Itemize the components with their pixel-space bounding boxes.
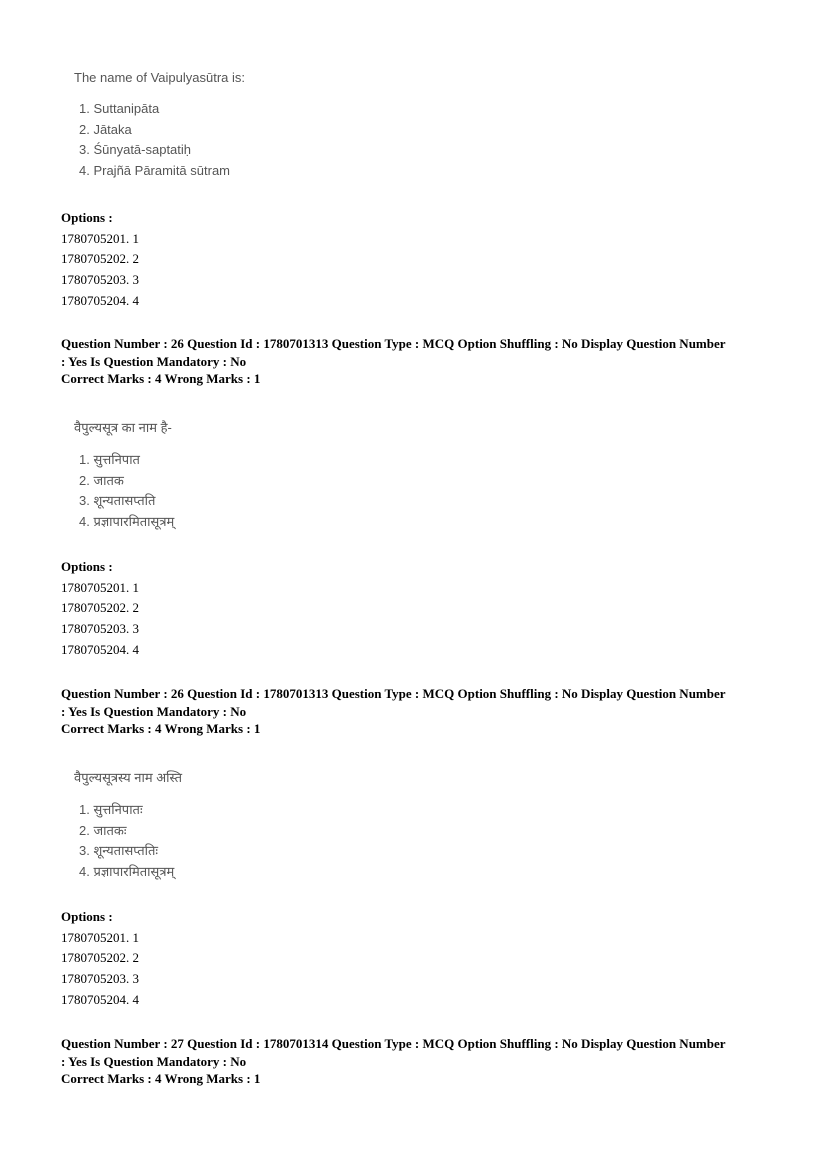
question-image — [74, 768, 182, 882]
question-items — [74, 450, 174, 532]
question-items — [74, 800, 182, 882]
question-item: 3. Śūnyatā-saptatiḥ — [79, 142, 192, 157]
question-meta — [61, 685, 771, 738]
option-item: 1780705203. 3 — [61, 971, 139, 987]
option-item: 1780705204. 4 — [61, 292, 139, 308]
question-stem: वैपुल्यसूत्र का नाम है- — [74, 420, 172, 435]
question-items — [74, 99, 245, 181]
question-item: 2. जातक — [79, 472, 124, 488]
question-item: 4. प्रज्ञापारमितासूत्रम् — [79, 863, 175, 879]
meta-line: Question Number : 26 Question Id : 1780701313 Question Type : MCQ Option Shuffling : No Display Question Number — [61, 336, 726, 351]
option-item: 1780705201. 1 — [61, 230, 139, 246]
question-item: 4. प्रज्ञापारमितासूत्रम् — [79, 513, 175, 529]
meta-line: Question Number : 26 Question Id : 1780701313 Question Type : MCQ Option Shuffling : No Display Question Number — [61, 686, 726, 701]
question-item: 2. Jātaka — [79, 121, 132, 137]
question-item: 1. Suttanipāta — [79, 101, 160, 116]
meta-line: : Yes Is Question Mandatory : No — [61, 1053, 247, 1069]
question-item: 1. सुत्तनिपात — [79, 452, 140, 467]
option-item: 1780705204. 4 — [61, 991, 139, 1007]
question-item: 3. शून्यतासप्ततिः — [79, 843, 159, 858]
option-item: 1780705201. 1 — [61, 579, 139, 595]
question-image — [74, 418, 174, 532]
options-block — [61, 208, 139, 312]
question-meta — [61, 335, 771, 388]
marks-line: Correct Marks : 4 Wrong Marks : 1 — [61, 1071, 261, 1086]
option-item: 1780705202. 2 — [61, 251, 139, 267]
question-item: 3. शून्यतासप्तति — [79, 493, 156, 508]
meta-line: : Yes Is Question Mandatory : No — [61, 353, 247, 369]
options-block — [61, 557, 139, 661]
options-label: Options : — [61, 210, 113, 225]
option-item: 1780705202. 2 — [61, 950, 139, 966]
option-item: 1780705203. 3 — [61, 621, 139, 637]
question-item: 1. सुत्तनिपातः — [79, 802, 143, 817]
meta-line: Question Number : 27 Question Id : 1780701314 Question Type : MCQ Option Shuffling : No Display Question Number — [61, 1036, 726, 1051]
marks-line: Correct Marks : 4 Wrong Marks : 1 — [61, 721, 261, 736]
option-item: 1780705202. 2 — [61, 600, 139, 616]
question-image — [74, 70, 245, 181]
options-block — [61, 907, 139, 1011]
question-meta — [61, 1035, 771, 1088]
options-label: Options : — [61, 559, 113, 574]
option-item: 1780705201. 1 — [61, 929, 139, 945]
option-item: 1780705203. 3 — [61, 272, 139, 288]
question-stem: The name of Vaipulyasūtra is: — [74, 70, 246, 85]
marks-line: Correct Marks : 4 Wrong Marks : 1 — [61, 371, 261, 386]
question-item: 2. जातकः — [79, 822, 127, 838]
option-item: 1780705204. 4 — [61, 641, 139, 657]
question-item: 4. Prajñā Pāramitā sūtram — [79, 162, 231, 178]
question-stem: वैपुल्यसूत्रस्य नाम अस्ति — [74, 770, 182, 785]
options-label: Options : — [61, 909, 113, 924]
meta-line: : Yes Is Question Mandatory : No — [61, 703, 247, 719]
